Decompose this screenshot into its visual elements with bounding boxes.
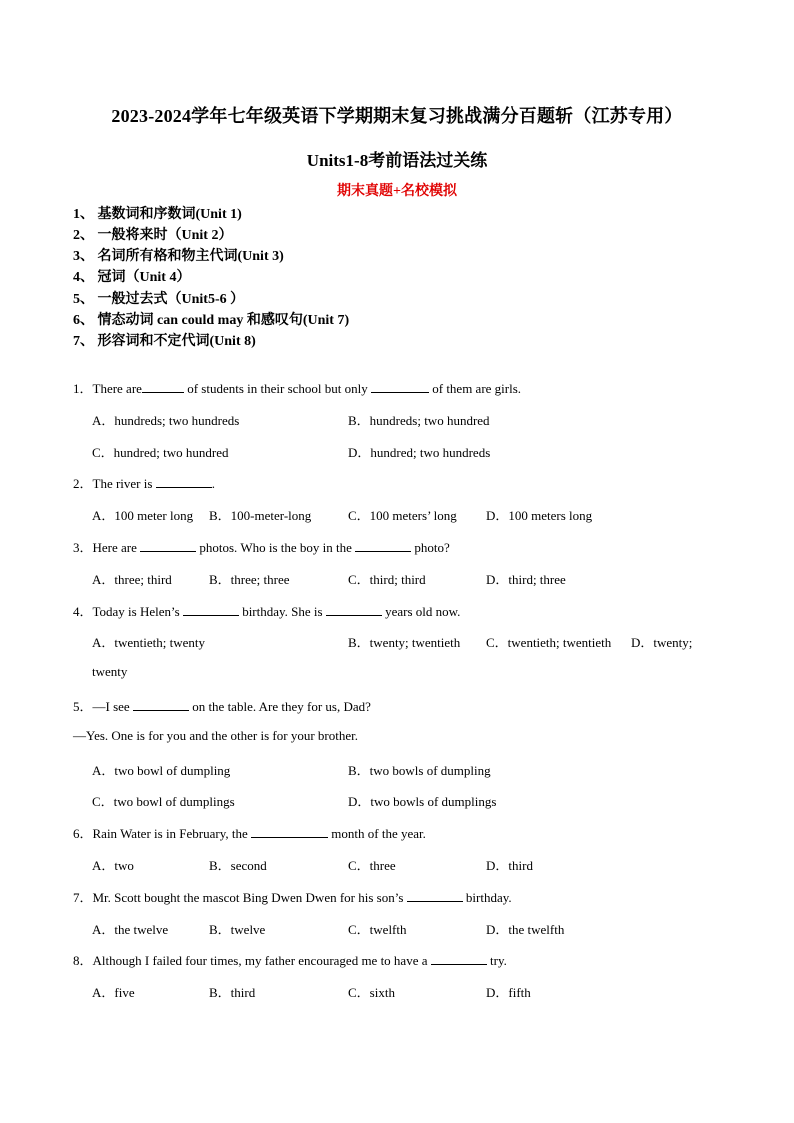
question-1-option-b[interactable]: B．hundreds; two hundred <box>348 413 490 428</box>
question-7-option-c[interactable]: C．twelfth <box>348 922 407 937</box>
question-2-stem: 2．The river is . <box>73 476 215 491</box>
answer-blank <box>156 476 212 488</box>
question-8-option-b[interactable]: B．third <box>209 985 256 1000</box>
toc-item: 3、 名词所有格和物主代词(Unit 3) <box>73 249 284 264</box>
question-1-option-c[interactable]: C．hundred; two hundred <box>92 445 229 460</box>
question-2-option-d[interactable]: D．100 meters long <box>486 508 593 523</box>
question-5-option-d[interactable]: D．two bowls of dumplings <box>348 794 497 809</box>
question-7-option-d[interactable]: D．the twelfth <box>486 922 565 937</box>
answer-blank <box>431 953 487 965</box>
toc-item: 2、 一般将来时（Unit 2） <box>73 228 233 243</box>
question-5-option-c[interactable]: C．two bowl of dumplings <box>92 794 235 809</box>
source-tag: 期末真题+名校模拟 <box>337 184 457 199</box>
question-3-option-b[interactable]: B．three; three <box>209 572 290 587</box>
answer-blank <box>133 699 189 711</box>
answer-blank <box>251 826 328 838</box>
question-1-option-d[interactable]: D．hundred; two hundreds <box>348 445 491 460</box>
answer-blank <box>140 540 196 552</box>
question-8-stem: 8．Although I failed four times, my father encouraged me to have a try. <box>73 953 507 968</box>
question-4-option-b[interactable]: B．twenty; twentieth <box>348 635 461 650</box>
question-5-stem-line2: —Yes. One is for you and the other is for your brother. <box>73 728 358 743</box>
question-6-stem: 6．Rain Water is in February, the month of the year. <box>73 826 426 841</box>
question-6-option-d[interactable]: D．third <box>486 858 533 873</box>
toc-item: 7、 形容词和不定代词(Unit 8) <box>73 334 256 349</box>
answer-blank <box>183 604 239 616</box>
question-8-option-c[interactable]: C．sixth <box>348 985 395 1000</box>
question-3-option-d[interactable]: D．third; three <box>486 572 566 587</box>
answer-blank <box>407 890 463 902</box>
question-6-option-c[interactable]: C．three <box>348 858 396 873</box>
question-8-option-d[interactable]: D．fifth <box>486 985 531 1000</box>
question-1-stem: 1．There are of students in their school but only of them are girls. <box>73 381 522 396</box>
question-3-option-a[interactable]: A．three; third <box>92 572 172 587</box>
question-2-option-b[interactable]: B．100-meter-long <box>209 508 312 523</box>
answer-blank <box>355 540 411 552</box>
question-7-stem: 7．Mr. Scott bought the mascot Bing Dwen Dwen for his son’s birthday. <box>73 890 512 905</box>
toc-item: 6、 情态动词 can could may 和感叹句(Unit 7) <box>73 313 350 328</box>
question-3-stem: 3．Here are photos. Who is the boy in the photo? <box>73 540 450 555</box>
answer-blank <box>142 381 184 393</box>
toc-item: 5、 一般过去式（Unit5-6 ） <box>73 292 245 307</box>
answer-blank <box>371 381 429 393</box>
question-2-option-a[interactable]: A．100 meter long <box>92 508 194 523</box>
toc-item: 1、 基数词和序数词(Unit 1) <box>73 207 242 222</box>
question-2-option-c[interactable]: C．100 meters’ long <box>348 508 457 523</box>
toc-item: 4、 冠词（Unit 4） <box>73 270 191 285</box>
question-5-option-b[interactable]: B．two bowls of dumpling <box>348 763 491 778</box>
question-4-option-a[interactable]: A．twentieth; twenty <box>92 635 206 650</box>
question-4-option-d-continued: twenty <box>92 664 128 679</box>
question-3-option-c[interactable]: C．third; third <box>348 572 426 587</box>
question-8-option-a[interactable]: A．five <box>92 985 135 1000</box>
document-title: 2023-2024学年七年级英语下学期期末复习挑战满分百题斩（江苏专用） <box>111 106 683 126</box>
question-4-stem: 4．Today is Helen’s birthday. She is years old now. <box>73 604 461 619</box>
question-4-option-c[interactable]: C．twentieth; twentieth <box>486 635 612 650</box>
document-subtitle: Units1-8考前语法过关练 <box>306 151 488 170</box>
question-1-option-a[interactable]: A．hundreds; two hundreds <box>92 413 240 428</box>
question-7-option-a[interactable]: A．the twelve <box>92 922 169 937</box>
question-6-option-b[interactable]: B．second <box>209 858 267 873</box>
question-7-option-b[interactable]: B．twelve <box>209 922 266 937</box>
question-5-stem: 5．—I see on the table. Are they for us, Dad? <box>73 699 371 714</box>
question-6-option-a[interactable]: A．two <box>92 858 134 873</box>
answer-blank <box>326 604 382 616</box>
question-4-option-d[interactable]: D．twenty; <box>631 635 693 650</box>
question-5-option-a[interactable]: A．two bowl of dumpling <box>92 763 231 778</box>
